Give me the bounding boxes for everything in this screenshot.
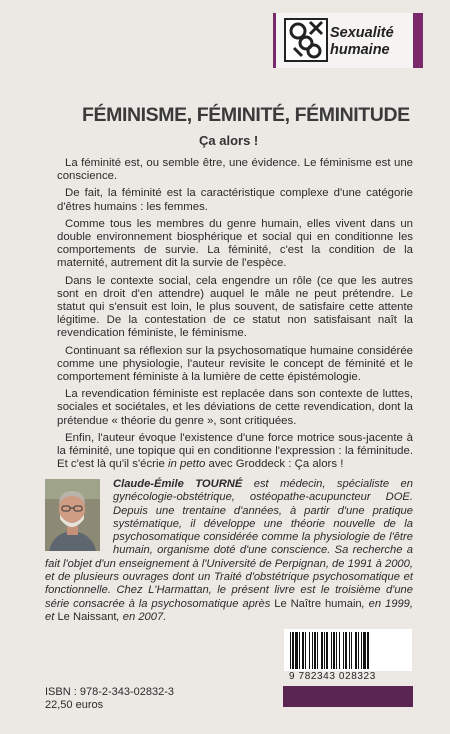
blurb [57,157,413,475]
book-title: FÉMINISME, FÉMINITÉ, FÉMINITUDE [82,104,410,126]
blurb-paragraph: La féminité est, ou semble être, une évidence. Le féminisme est une conscience. [57,157,413,183]
bio-book-title: Le Naître humain [274,597,362,610]
blurb-paragraph: Comme tous les membres du genre humain, elles vivent dans un double environnement biosphérique et social qui en conditionne les comportements de survie. La féminité, c'est la condition de la maternité, autrement dit la survie de l'espèce. [57,217,413,270]
bio-book-title: Le Naissant [57,610,117,623]
last-paragraph-emphasis: in petto [167,458,206,471]
blurb-paragraph: Continuant sa réflexion sur la psychosomatique humaine considérée comme une physiologie, l'auteur revisite le concept de féminité et le comportement féministe à la lumière de cette épistémologie. [57,344,413,384]
last-paragraph-end: avec Groddeck : Ça alors ! [205,458,344,471]
author-bio [45,478,413,624]
bio-text: est médecin, spécialiste en gynécologie-obstétrique, ostéopathe-acupuncteur DOE. Depuis une trentaine d'années, à partir d'une pratique systématique, il développe une théorie nouvelle de la psychosomatique considérée comme la physiologie de l'être humain, organisme doté d'une conscience. Sa recherche a fait l'objet d'un enseignement à l'Université de Perpignan, de 1991 à 2000, et de plusieurs ouvrages dont un Traité d'obstétrique psychosomatique et fonctionnelle. Chez L'Harmattan, le présent livre est le troisième d'une série consacrée à la psychosomatique après [45,478,413,610]
isbn: ISBN : 978-2-343-02832-3 [45,686,175,698]
blurb-paragraph: La revendication féministe est replacée dans son contexte de luttes, sociales et sociétales, et les déviations de cette revendication, dont la prétendue « théorie du genre », sont critiquées. [57,388,413,427]
last-paragraph-text: Enfin, l'auteur évoque l'existence d'une force motrice sous-jacente à la féminité, une topique qui en conditionne l'expression : la féminitude. Et c'est là qu'il s'écrie [57,431,413,471]
bottom-color-bar [283,686,413,707]
series-line-1: Sexualité [330,25,394,41]
blurb-paragraph-last [57,432,413,472]
series-line-2: humaine [330,42,390,58]
bio-text: , en 1999, et [45,597,414,623]
book-subtitle: Ça alors ! [199,133,259,148]
series-logo-icon [284,18,328,62]
series-name [330,25,394,59]
bio-text: , en 2007. [116,610,167,623]
blurb-paragraph: De fait, la féminité est la caractéristique complexe d'une catégorie d'êtres humains : les femmes. [57,187,413,213]
blurb-paragraph: Dans le contexte social, cela engendre un rôle (ce que les autres sont en droit d'en attendre) auquel le mâle ne peut prétendre. Le statut qui s'ensuit est loin, le plus souvent, de satisfaire cette attente légitime. De la contestation de ce statut non satisfaisant naît la revendication féministe, le féminisme. [57,274,413,340]
barcode [284,629,412,671]
barcode-number: 9 782343 028323 [289,671,376,682]
author-name: Claude-Émile TOURNÉ [113,478,243,490]
price: 22,50 euros [45,699,104,711]
series-banner [273,13,423,68]
